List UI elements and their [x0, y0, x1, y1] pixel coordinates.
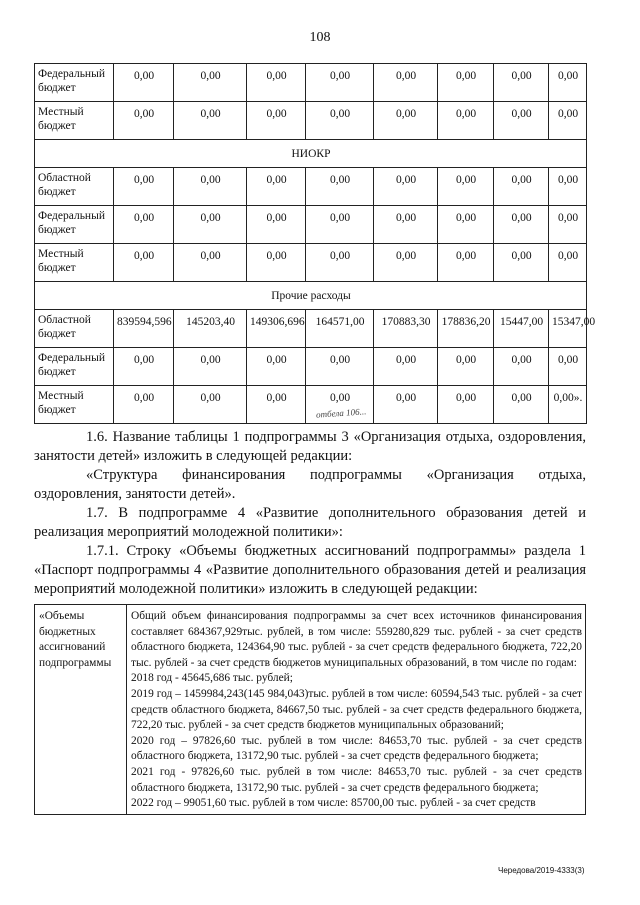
budget-value: 0,00	[438, 348, 494, 386]
section-row	[35, 282, 587, 310]
section-title: Прочие расходы	[35, 282, 587, 310]
passport-line: 2020 год – 97826,60 тыс. рублей в том числе: 84653,70 тыс. рублей - за счет средств областного бюджета, 13172,90 тыс. рублей - за счет средств федерального бюджета;	[131, 734, 582, 763]
budget-value: 0,00	[438, 168, 494, 206]
budget-label: Областной бюджет	[35, 310, 114, 348]
budget-value: 0,00	[438, 386, 494, 424]
passport-content	[127, 605, 586, 815]
budget-row	[35, 206, 587, 244]
budget-value: 0,00	[549, 168, 587, 206]
budget-table	[34, 63, 596, 424]
budget-value: 0,00	[247, 244, 306, 282]
budget-value: 0,00	[494, 348, 549, 386]
budget-row	[35, 310, 587, 348]
paragraph-1-6: 1.6. Название таблицы 1 подпрограммы 3 «Организация отдыха, оздоровления, занятости детей» изложить в следующей редакции:	[34, 429, 586, 464]
budget-value: 0,00	[494, 386, 549, 424]
budget-value: 0,00	[374, 168, 438, 206]
budget-value: 0,00	[174, 386, 247, 424]
budget-value: 0,00	[438, 206, 494, 244]
document-footer: Чередова/2019-4333(3)	[498, 866, 585, 875]
budget-value: 0,00».	[549, 386, 587, 424]
budget-value: 0,00	[374, 64, 438, 102]
section-title: НИОКР	[35, 140, 587, 168]
passport-line: 2018 год - 45645,686 тыс. рублей;	[131, 672, 293, 685]
budget-value: 0,00	[549, 206, 587, 244]
budget-value: 0,00	[114, 168, 174, 206]
budget-row	[35, 386, 587, 424]
budget-value: 0,00	[306, 348, 374, 386]
budget-value: 0,00	[306, 168, 374, 206]
budget-value: 0,00	[114, 386, 174, 424]
budget-value: 0,00	[247, 102, 306, 140]
passport-line: Общий объем финансирования подпрограммы за счет всех источников финансирования составляет 684367,929тыс. рублей, в том числе: 559280,829 тыс. рублей - за счет средств областного бюджета, 124364,90 тыс. рублей - за счет средств федерального бюджета, 722,20 тыс. рублей - за счет средств бюджетов муниципальных образований, в том числе по годам:	[131, 610, 582, 669]
budget-label: Местный бюджет	[35, 102, 114, 140]
budget-value: 0,00	[374, 348, 438, 386]
handwritten-note: отбела 106...	[315, 406, 367, 420]
budget-value: 0,00	[114, 348, 174, 386]
budget-value: 15447,00	[494, 310, 549, 348]
budget-value: 0,00	[549, 102, 587, 140]
budget-label: Местный бюджет	[35, 244, 114, 282]
budget-value: 145203,40	[174, 310, 247, 348]
paragraph-1-7: 1.7. В подпрограмме 4 «Развитие дополнительного образования детей и реализация мероприятий молодежной политики»:	[34, 505, 586, 540]
budget-value: 0,00	[374, 102, 438, 140]
budget-value: 0,00	[438, 244, 494, 282]
budget-row	[35, 168, 587, 206]
budget-value: 0,00	[494, 244, 549, 282]
budget-value: 0,00	[494, 102, 549, 140]
budget-value: 0,00	[174, 102, 247, 140]
passport-table	[34, 604, 586, 815]
budget-value: 0,00	[494, 168, 549, 206]
budget-value: 0,00	[494, 64, 549, 102]
page-number: 108	[309, 30, 331, 45]
budget-value: 0,00	[306, 206, 374, 244]
budget-value: 0,00	[306, 102, 374, 140]
budget-label: Федеральный бюджет	[35, 348, 114, 386]
budget-value: 0,00	[247, 64, 306, 102]
budget-value: 0,00	[549, 64, 587, 102]
budget-value: 0,00	[549, 348, 587, 386]
paragraph-structure: «Структура финансирования подпрограммы «Организация отдыха, оздоровления, занятости детей».	[34, 467, 586, 502]
budget-value: 0,00	[174, 206, 247, 244]
passport-line: 2022 год – 99051,60 тыс. рублей в том числе: 85700,00 тыс. рублей - за счет средств	[131, 797, 536, 810]
budget-label: Федеральный бюджет	[35, 206, 114, 244]
budget-value: 0,00	[374, 206, 438, 244]
budget-value: 178836,20	[438, 310, 494, 348]
budget-label: Местный бюджет	[35, 386, 114, 424]
budget-value: 0,00	[247, 206, 306, 244]
budget-row	[35, 244, 587, 282]
budget-row	[35, 64, 587, 102]
budget-value: 0,00	[438, 102, 494, 140]
budget-value: 170883,30	[374, 310, 438, 348]
budget-value: 0,00	[174, 348, 247, 386]
budget-value: 0,00	[247, 386, 306, 424]
budget-label: Областной бюджет	[35, 168, 114, 206]
budget-value: 0,00	[174, 244, 247, 282]
budget-value: 0,00	[114, 244, 174, 282]
passport-line: 2021 год - 97826,60 тыс. рублей в том числе: 84653,70 тыс. рублей - за счет средств областного бюджета, 13172,90 тыс. рублей - за счет средств федерального бюджета;	[131, 765, 582, 794]
budget-label: Федеральный бюджет	[35, 64, 114, 102]
budget-value: 0,00	[114, 102, 174, 140]
budget-value: 164571,00	[306, 310, 374, 348]
budget-row	[35, 102, 587, 140]
budget-value: 149306,696	[247, 310, 306, 348]
budget-value: 0,00	[114, 64, 174, 102]
budget-value: 15347,00	[549, 310, 587, 348]
passport-line: 2019 год – 1459984,243(145 984,043)тыс. рублей в том числе: 60594,543 тыс. рублей - за счет средств областного бюджета, 84667,50 тыс. рублей - за счет средств федерального бюджета, 722,20 тыс. рублей - за счет средств бюджетов муниципальных образований;	[131, 687, 582, 732]
paragraph-1-7-1: 1.7.1. Строку «Объемы бюджетных ассигнований подпрограммы» раздела 1 «Паспорт подпрограммы 4 «Развитие дополнительного образования детей и реализация мероприятий молодежной политики» изложить в следующей редакции:	[34, 543, 586, 597]
budget-row	[35, 348, 587, 386]
budget-value: 0,00	[306, 386, 374, 424]
budget-value: 0,00	[438, 64, 494, 102]
section-row	[35, 140, 587, 168]
budget-value: 839594,596	[114, 310, 174, 348]
budget-value: 0,00	[174, 168, 247, 206]
budget-value: 0,00	[306, 64, 374, 102]
budget-value: 0,00	[374, 244, 438, 282]
budget-value: 0,00	[374, 386, 438, 424]
budget-value: 0,00	[247, 348, 306, 386]
budget-value: 0,00	[306, 244, 374, 282]
budget-value: 0,00	[494, 206, 549, 244]
budget-value: 0,00	[247, 168, 306, 206]
budget-value: 0,00	[174, 64, 247, 102]
budget-value: 0,00	[114, 206, 174, 244]
passport-label: «Объемы бюджетных ассигнований подпрограммы	[35, 605, 127, 815]
budget-value: 0,00	[549, 244, 587, 282]
